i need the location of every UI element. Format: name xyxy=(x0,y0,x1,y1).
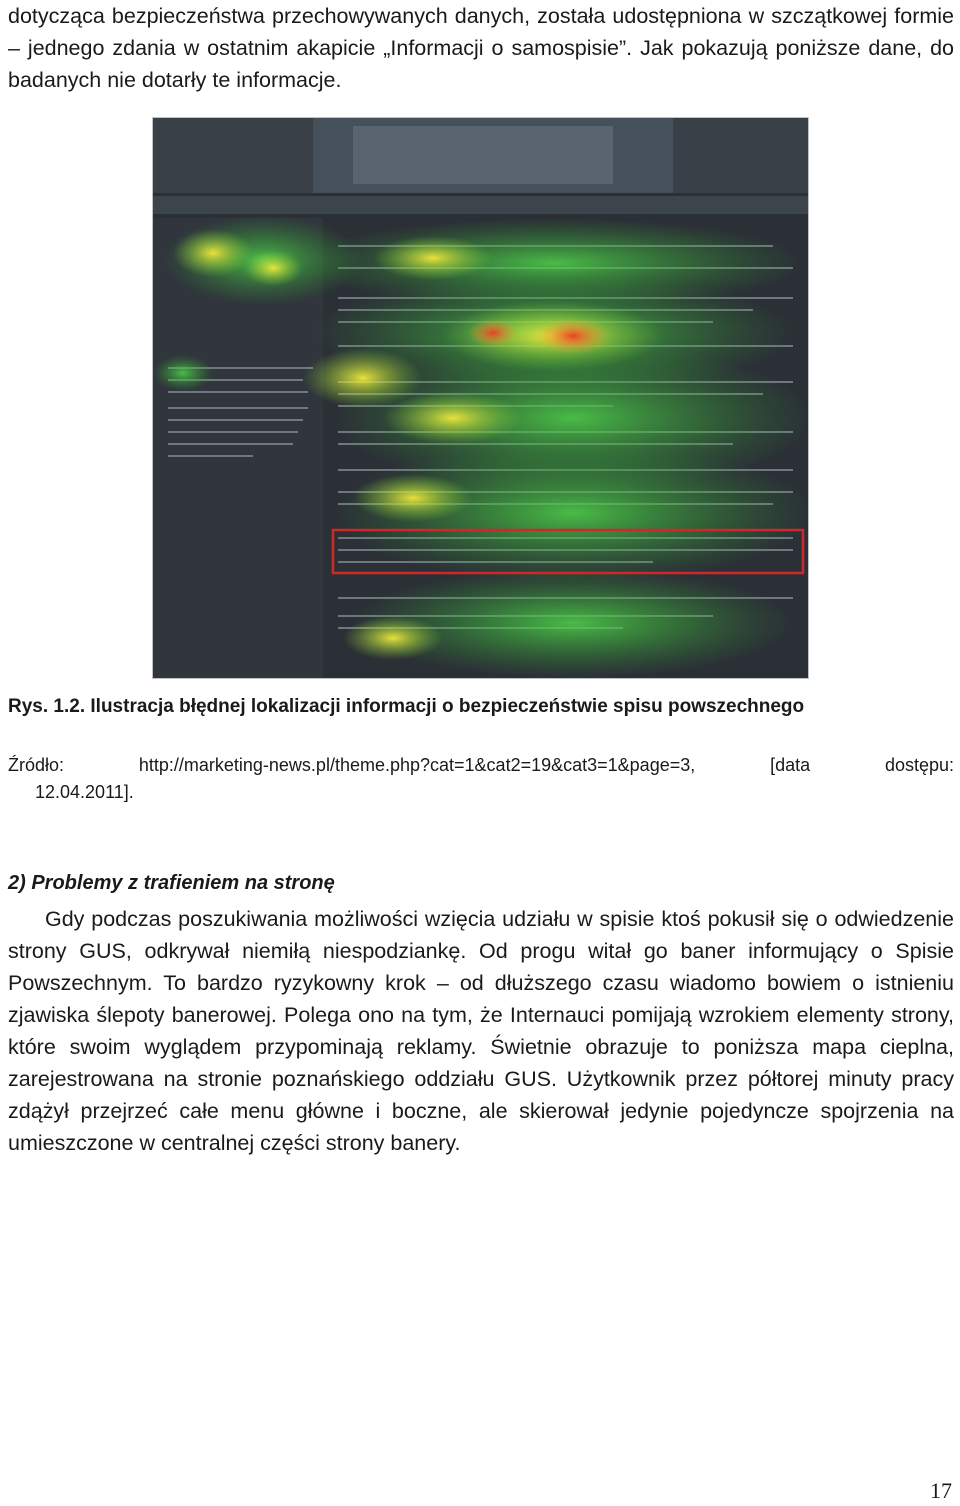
source-access-date: 12.04.2011]. xyxy=(35,782,134,802)
heatmap-image xyxy=(153,118,808,678)
section-body: Gdy podczas poszukiwania możliwości wzięcia udziału w spisie ktoś pokusił się o odwiedzenie strony GUS, odkrywał niemiłą niespodziankę. Od progu witał go baner informujący o Spisie Powszechnym. To bardzo ryzykowny krok – od dłuższego czasu wiadomo bowiem o istnieniu zjawiska ślepoty banerowej. Polega ono na tym, że Internauci pomijają wzrokiem elementy strony, które swoim wyglądem przypominają reklamy. Świetnie obrazuje to poniższa mapa cieplna, zarejestrowana na stronie poznańskiego oddziału GUS. Użytkownik przez półtorej minuty pracy zdążył przejrzeć całe menu główne i boczne, ale skierował jedynie pojedyncze spojrzenia na umieszczone w centralnej części strony banery. xyxy=(8,907,954,1155)
source-access-label: [data xyxy=(770,755,811,775)
source-label: Źródło: xyxy=(8,755,65,775)
figure-caption xyxy=(8,696,804,718)
section-heading: 2) Problemy z trafieniem na stronę xyxy=(8,872,335,894)
page-number: 17 xyxy=(930,1478,952,1503)
heatmap-figure xyxy=(152,117,809,679)
source-url: http://marketing-news.pl/theme.php?cat=1&cat2=19&cat3=1&page=3, xyxy=(138,755,696,775)
caption-text: Ilustracja błędnej lokalizacji informacji o bezpieczeństwie spisu powszechnego xyxy=(90,696,805,717)
intro-paragraph: dotycząca bezpieczeństwa przechowywanych danych, została udostępniona w szczątkowej formie – jednego zdania w ostatnim akapicie „Informacji o samospisie”. Jak pokazują poniższe dane, do badanych nie dotarły te informacje. xyxy=(8,4,954,92)
source-access-word: dostępu: xyxy=(884,755,954,775)
figure-source xyxy=(8,752,954,806)
caption-label: Rys. 1.2. xyxy=(8,696,86,717)
